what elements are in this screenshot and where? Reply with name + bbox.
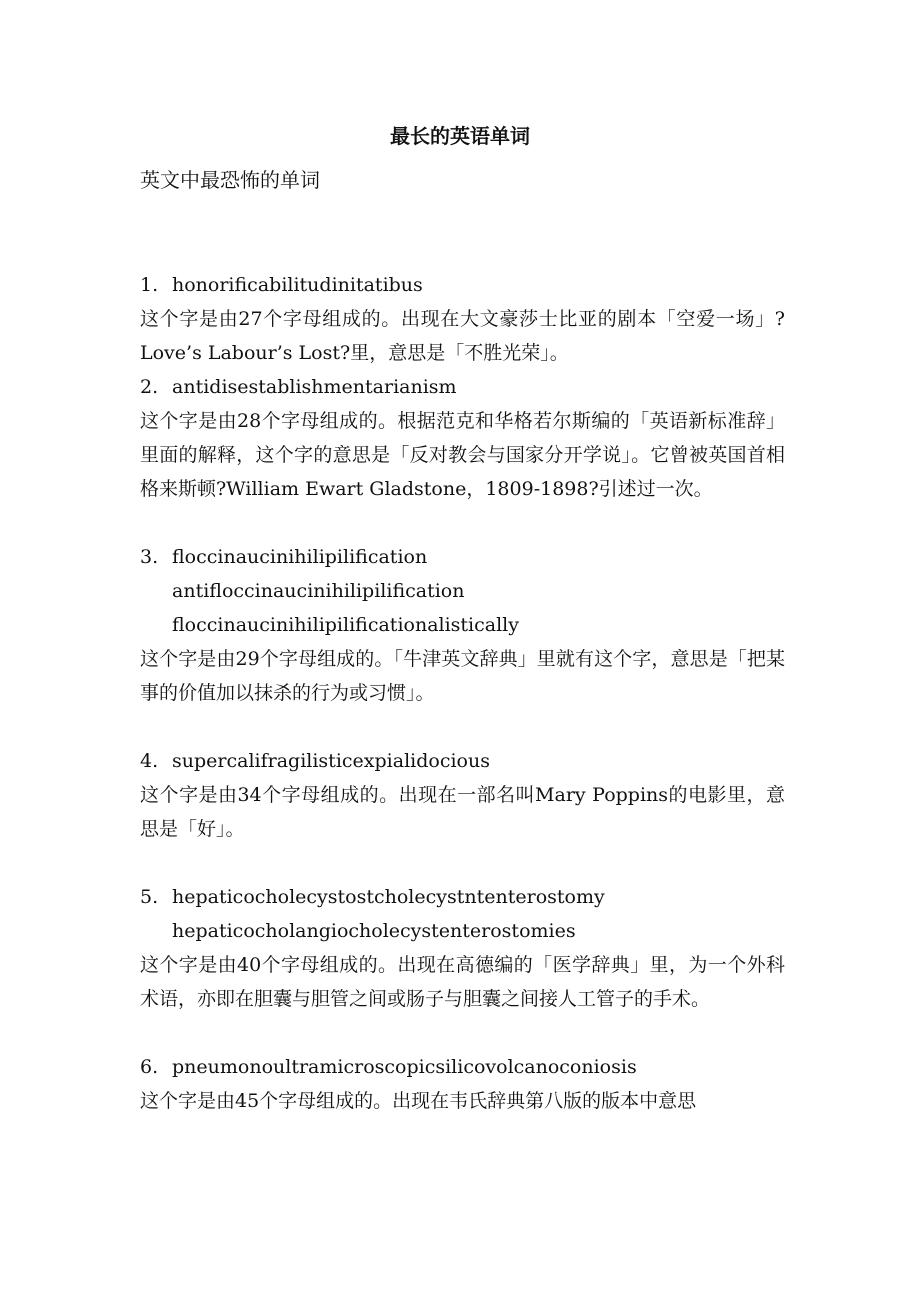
entry-description: 这个字是由40个字母组成的。出现在高德编的「医学辞典」里，为一个外科术语，亦即在胆囊与胆管之间或肠子与胆囊之间接人工管子的手术。 (140, 954, 785, 1010)
entry-4 (140, 744, 785, 846)
entry-description: 这个字是由28个字母组成的。根据范克和华格若尔斯编的「英语新标准辞」里面的解释，这个字的意思是「反对教会与国家分开学说」。它曾被英国首相格来斯顿?William Ewart Gladstone，1809-1898?引述过一次。 (140, 410, 785, 500)
document-subtitle: 英文中最恐怖的单词 (140, 168, 320, 192)
entry-variant: floccinaucinihilipilificationalistically (172, 614, 519, 636)
entry-description: 这个字是由34个字母组成的。出现在一部名叫Mary Poppins的电影里，意思是「好」。 (140, 784, 785, 840)
entry-word: antidisestablishmentarianism (172, 376, 457, 398)
entry-variant: antifloccinaucinihilipilification (172, 580, 465, 602)
entry-word: supercalifragilisticexpialidocious (172, 750, 490, 772)
entry-description: 这个字是由29个字母组成的。「牛津英文辞典」里就有这个字，意思是「把某事的价值加以抹杀的行为或习惯」。 (140, 648, 785, 704)
entry-number: 5. (140, 886, 159, 908)
entry-number: 4. (140, 750, 159, 772)
entry-variant: hepaticocholangiocholecystenterostomies (172, 920, 576, 942)
entry-3 (140, 540, 785, 710)
entry-2 (140, 370, 785, 506)
entry-number: 2. (140, 376, 159, 398)
entry-list (140, 268, 785, 1118)
entry-word: honorificabilitudinitatibus (172, 274, 423, 296)
entry-1 (140, 268, 785, 370)
entry-description: 这个字是由27个字母组成的。出现在大文豪莎士比亚的剧本「空爱一场」?Love’s Labour’s Lost?里，意思是「不胜光荣」。 (140, 308, 785, 364)
document-title: 最长的英语单词 (390, 124, 530, 148)
entry-word: hepaticocholecystostcholecystntenterostomy (172, 886, 605, 908)
entry-number: 1. (140, 274, 159, 296)
entry-word: floccinaucinihilipilification (172, 546, 428, 568)
entry-5 (140, 880, 785, 1016)
entry-6 (140, 1050, 785, 1118)
entry-number: 3. (140, 546, 159, 568)
entry-word: pneumonoultramicroscopicsilicovolcanoconiosis (172, 1056, 637, 1078)
entry-description: 这个字是由45个字母组成的。出现在韦氏辞典第八版的版本中意思 (140, 1090, 697, 1112)
entry-number: 6. (140, 1056, 159, 1078)
